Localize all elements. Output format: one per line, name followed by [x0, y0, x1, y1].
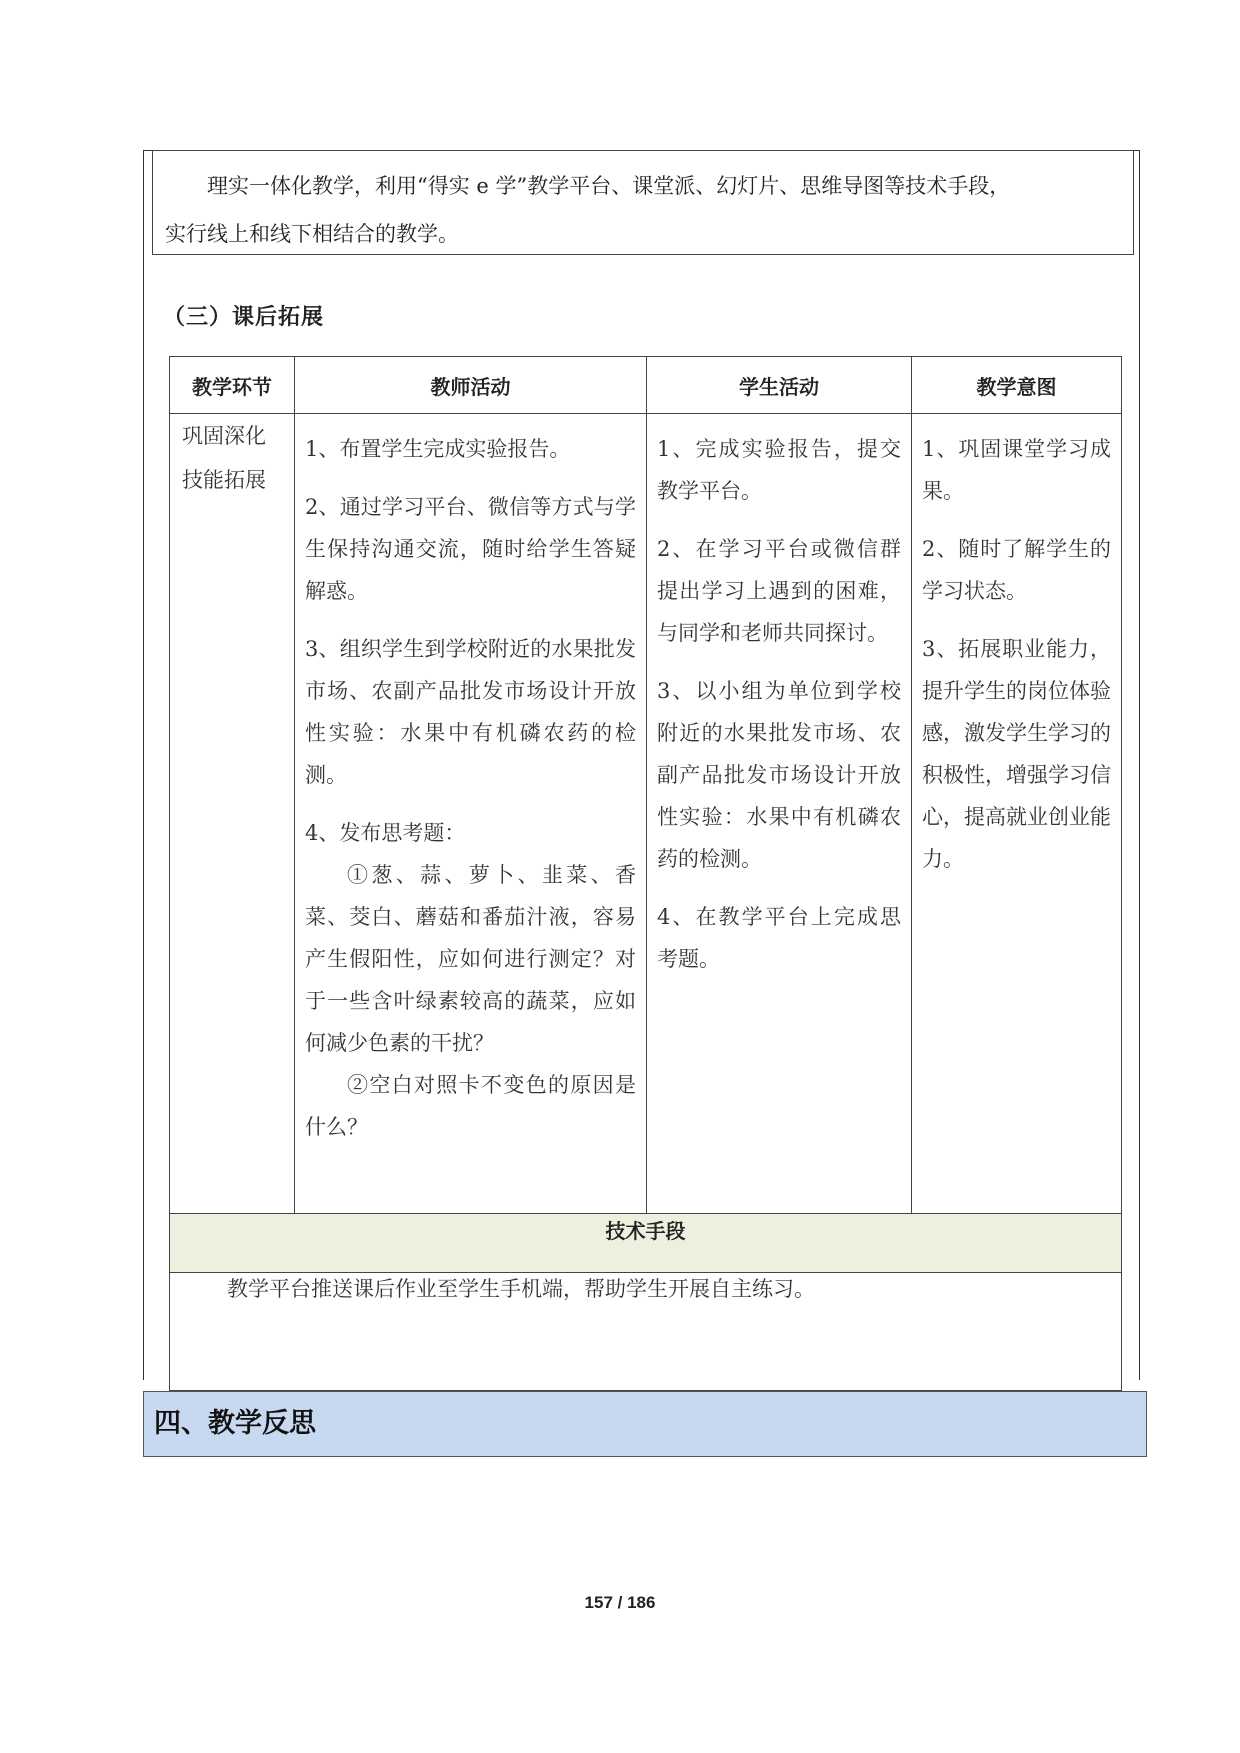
- student-item: 4、在教学平台上完成思考题。: [657, 905, 901, 971]
- intro-line-2: 实行线上和线下相结合的教学。: [165, 222, 459, 246]
- header-stage: 教学环节: [170, 357, 295, 414]
- student-item: 2、在学习平台或微信群提出学习上遇到的困难，与同学和老师共同探讨。: [657, 537, 901, 645]
- after-class-table: [169, 356, 1122, 1391]
- intention-cell: [912, 414, 1122, 1214]
- stage-cell: [170, 414, 295, 1214]
- intention-item: 1、巩固课堂学习成果。: [922, 437, 1111, 503]
- section-title: （三）课后拓展: [163, 305, 325, 330]
- tech-text: 教学平台推送课后作业至学生手机端，帮助学生开展自主练习。: [170, 1273, 1122, 1391]
- intention-item: 2、随时了解学生的学习状态。: [922, 537, 1111, 603]
- table-header-row: [170, 357, 1122, 414]
- intro-line-1: 理实一体化教学，利用“得实 e 学”教学平台、课堂派、幻灯片、思维导图等技术手段，: [207, 174, 1011, 198]
- teacher-item: 3、组织学生到学校附近的水果批发市场、农副产品批发市场设计开放性实验：水果中有机磷农药的检测。: [305, 637, 636, 787]
- stage-line-2: 技能拓展: [182, 468, 266, 492]
- teacher-item: 2、通过学习平台、微信等方式与学生保持沟通交流，随时给学生答疑解惑。: [305, 495, 636, 603]
- tech-body-row: [170, 1273, 1122, 1391]
- student-item: 3、以小组为单位到学校附近的水果批发市场、农副产品批发市场设计开放性实验：水果中有机磷农药的检测。: [657, 679, 901, 871]
- teacher-item: 1、布置学生完成实验报告。: [305, 437, 571, 461]
- student-activity-cell: [647, 414, 912, 1214]
- page-number: 157 / 186: [584, 1593, 656, 1612]
- header-teacher-activity: 教师活动: [295, 357, 647, 414]
- intention-item: 3、拓展职业能力，提升学生的岗位体验感，激发学生学习的积极性，增强学习信心，提高就业创业能力。: [922, 637, 1111, 871]
- teacher-activity-cell: [295, 414, 647, 1214]
- reflection-heading: 四、教学反思: [143, 1391, 1147, 1457]
- teacher-question: ①葱、蒜、萝卜、韭菜、香菜、茭白、蘑菇和番茄汁液，容易产生假阳性，应如何进行测定？对于一些含叶绿素较高的蔬菜，应如何减少色素的干扰？: [305, 863, 636, 1055]
- teacher-item: 4、发布思考题：: [305, 821, 466, 845]
- table-row: [170, 414, 1122, 1214]
- student-item: 1、完成实验报告，提交教学平台。: [657, 437, 901, 503]
- tech-header-row: [170, 1214, 1122, 1273]
- stage-line-1: 巩固深化: [182, 424, 266, 448]
- header-teaching-intention: 教学意图: [912, 357, 1122, 414]
- intro-text-box: [152, 150, 1134, 255]
- header-student-activity: 学生活动: [647, 357, 912, 414]
- tech-heading: 技术手段: [170, 1214, 1122, 1273]
- teacher-question: ②空白对照卡不变色的原因是什么？: [305, 1073, 636, 1139]
